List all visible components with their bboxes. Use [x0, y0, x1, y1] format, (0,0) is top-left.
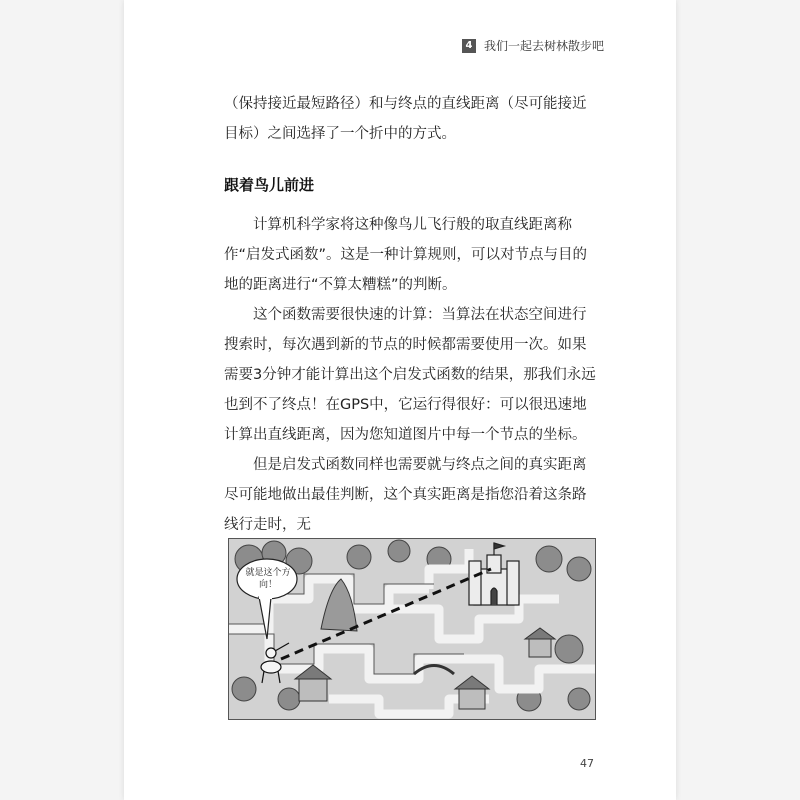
- chapter-number-badge: 4: [462, 39, 476, 53]
- chapter-title: 我们一起去树林散步吧: [483, 39, 604, 53]
- maze-illustration: [228, 538, 596, 720]
- running-head: [462, 37, 604, 54]
- body-text: [224, 210, 600, 540]
- intro-block: [224, 89, 600, 149]
- section-heading: 跟着鸟儿前进: [224, 176, 315, 194]
- paragraph-2: 这个函数需要很快速的计算：当算法在状态空间进行搜索时，每次遇到新的节点的时候都需要使用一次。如果需要3分钟才能计算出这个启发式函数的结果，那我们永远也到不了终点！在GPS中，它运行得很好：可以很迅速地计算出直线距离，因为您知道图片中每一个节点的坐标。: [224, 307, 596, 443]
- intro-paragraph: （保持接近最短路径）和与终点的直线距离（尽可能接近目标）之间选择了一个折中的方式。: [224, 96, 587, 142]
- page-number: 47: [580, 757, 594, 770]
- paragraph-3: 但是启发式函数同样也需要就与终点之间的真实距离尽可能地做出最佳判断，这个真实距离是指您沿着这条路线行走时，无: [224, 457, 587, 533]
- paragraph-1: 计算机科学家将这种像鸟儿飞行般的取直线距离称作“启发式函数”。这是一种计算规则，可以对节点与目的地的距离进行“不算太糟糕”的判断。: [224, 217, 588, 293]
- book-page: [124, 0, 676, 800]
- maze-drawing: [229, 539, 595, 719]
- speech-bubble-text: 就是这个方向！: [245, 568, 291, 590]
